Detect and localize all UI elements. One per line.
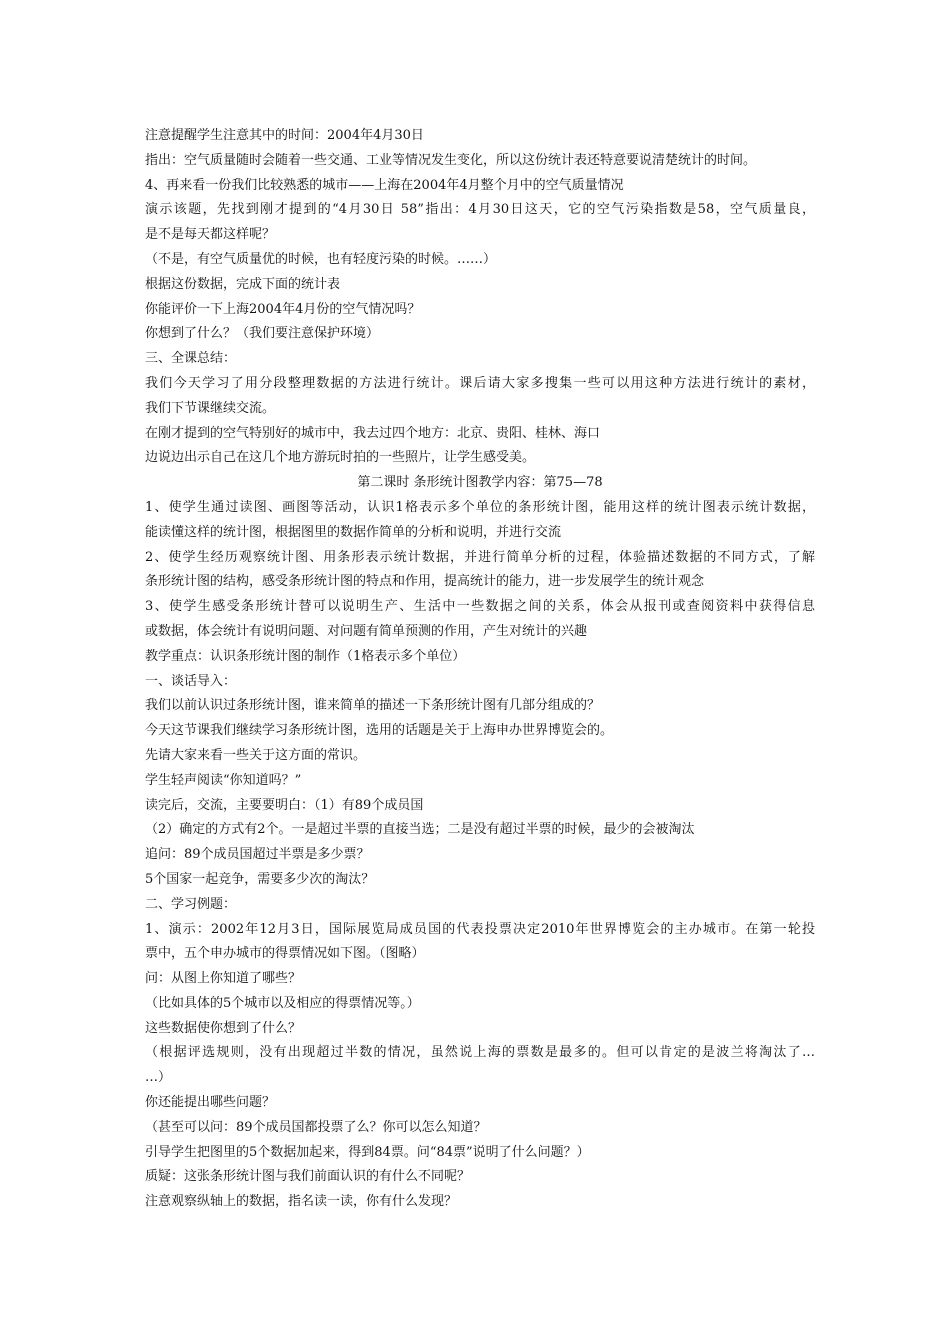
text-line: 我们以前认识过条形统计图，谁来简单的描述一下条形统计图有几部分组成的？ — [145, 698, 601, 714]
text-line: 学生轻声阅读“你知道吗？” — [145, 772, 302, 788]
text-line: 在刚才提到的空气特别好的城市中，我去过四个地方：北京、贵阳、桂林、海口 — [145, 425, 601, 441]
text-line: 教学重点：认识条形统计图的制作（1格表示多个单位） — [145, 648, 466, 664]
text-line: （不是，有空气质量优的时候，也有轻度污染的时候。……） — [145, 251, 497, 267]
text-line: 根据这份数据，完成下面的统计表 — [145, 276, 341, 292]
document-body — [145, 124, 815, 1215]
text-line: （比如具体的5个城市以及相应的得票情况等。） — [145, 995, 420, 1011]
text-line: 能读懂这样的统计图，根据图里的数据作简单的分析和说明，并进行交流 — [145, 524, 562, 540]
text-line: （甚至可以问：89个成员国都投票了么？你可以怎么知道？ — [145, 1119, 487, 1135]
text-line: 或数据，体会统计有说明问题、对问题有简单预测的作用，产生对统计的兴趣 — [145, 623, 588, 639]
text-line: 先请大家来看一些关于这方面的常识。 — [145, 747, 367, 763]
text-line: 这些数据使你想到了什么？ — [145, 1020, 302, 1036]
text-line: 我们下节课继续交流。 — [145, 400, 276, 416]
text-line: 演示该题，先找到刚才提到的“4月30日 58”指出：4月30日这天，它的空气污染指数是58，空气质量良， — [145, 202, 815, 218]
text-line: 4、再来看一份我们比较熟悉的城市——上海在2004年4月整个月中的空气质量情况 — [145, 177, 624, 193]
section-heading: 一、谈话导入： — [145, 673, 237, 689]
text-line: 边说边出示自己在这几个地方游玩时拍的一些照片，让学生感受美。 — [145, 450, 536, 466]
text-line: 5个国家一起竞争，需要多少次的淘汰？ — [145, 871, 375, 887]
text-line: （根据评选规则，没有出现超过半数的情况，虽然说上海的票数是最多的。但可以肯定的是波兰将淘汰了… — [145, 1045, 815, 1061]
lesson-title: 第二课时 条形统计图教学内容：第75—78 — [357, 475, 603, 491]
text-line: 我们今天学习了用分段整理数据的方法进行统计。课后请大家多搜集一些可以用这种方法进行统计的素材， — [145, 375, 815, 391]
text-line: 今天这节课我们继续学习条形统计图，选用的话题是关于上海申办世界博览会的。 — [145, 723, 614, 739]
text-line: 条形统计图的结构，感受条形统计图的特点和作用，提高统计的能力，进一步发展学生的统计观念 — [145, 574, 705, 590]
section-heading: 二、学习例题： — [145, 896, 237, 912]
text-line: 2、使学生经历观察统计图、用条形表示统计数据，并进行简单分析的过程，体验描述数据的不同方式，了解 — [145, 549, 815, 565]
text-line: 引导学生把图里的5个数据加起来，得到84票。问“84票”说明了什么问题？） — [145, 1144, 590, 1160]
text-line: 1、演示：2002年12月3日，国际展览局成员国的代表投票决定2010年世界博览会的主办城市。在第一轮投 — [145, 921, 815, 937]
text-line: 你能评价一下上海2004年4月份的空气情况吗？ — [145, 301, 421, 317]
text-line: 指出：空气质量随时会随着一些交通、工业等情况发生变化，所以这份统计表还特意要说清楚统计的时间。 — [145, 152, 757, 168]
text-line: 追问：89个成员国超过半票是多少票？ — [145, 847, 370, 863]
text-line: 质疑：这张条形统计图与我们前面认识的有什么不同呢？ — [145, 1169, 471, 1185]
section-heading: 三、全课总结： — [145, 351, 237, 367]
text-line: 是不是每天都这样呢？ — [145, 227, 276, 243]
text-line: （2）确定的方式有2个。一是超过半票的直接当选；二是没有超过半票的时候，最少的会被淘汰 — [145, 822, 695, 838]
text-line: 票中，五个申办城市的得票情况如下图。（图略） — [145, 946, 425, 962]
text-line: 问：从图上你知道了哪些？ — [145, 971, 302, 987]
text-line: 3、使学生感受条形统计替可以说明生产、生活中一些数据之间的关系，体会从报刊或查阅资料中获得信息 — [145, 599, 815, 615]
text-line: 你还能提出哪些问题？ — [145, 1095, 276, 1111]
text-line: 注意提醒学生注意其中的时间：2004年4月30日 — [145, 128, 424, 143]
text-line: …） — [145, 1070, 172, 1086]
text-line: 1、使学生通过读图、画图等活动，认识1格表示多个单位的条形统计图，能用这样的统计图表示统计数据， — [145, 499, 815, 515]
text-line: 你想到了什么？（我们要注意保护环境） — [145, 326, 380, 342]
text-line: 注意观察纵轴上的数据，指名读一读，你有什么发现？ — [145, 1194, 458, 1210]
text-line: 读完后，交流，主要要明白：（1）有89个成员国 — [145, 797, 424, 813]
